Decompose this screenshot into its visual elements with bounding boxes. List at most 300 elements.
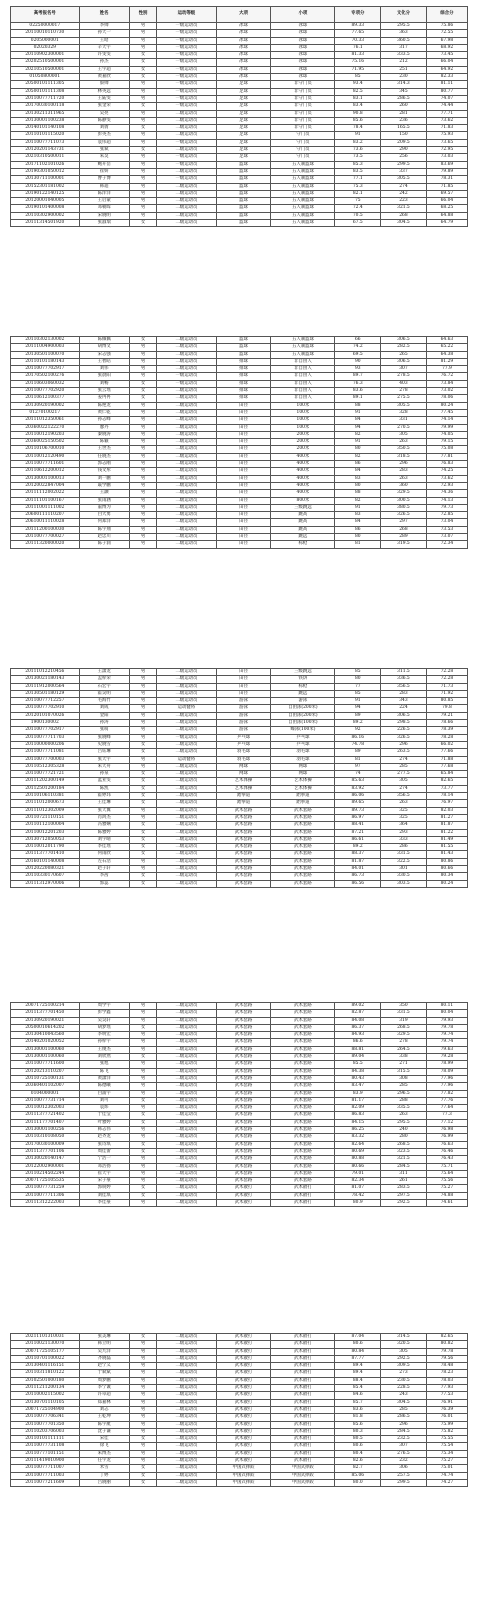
table-row [11,1436,468,1443]
table-cell: 宋佳 [79,1436,129,1443]
table-cell: 男 [129,1450,156,1457]
table-row [11,1192,468,1199]
table-row [11,1450,468,1457]
table-cell: 五人制篮球 [271,212,335,219]
table-row [11,88,468,95]
table-row [11,1039,468,1046]
table-cell: 男 [129,705,156,712]
table-cell: 80 [335,446,381,453]
table-cell: 67.5 [335,220,381,227]
table-row [11,81,468,88]
table-cell: 二级运动员 [157,771,216,778]
table-cell: 二级运动员 [157,409,216,416]
table-cell: 02250000017 [11,23,80,30]
table-cell: 78.23 [426,1370,467,1377]
table-cell: 76.99 [426,1134,467,1141]
table-row [11,785,468,792]
table-cell: 80.0 [335,1479,381,1486]
table-cell: 冰球 [216,23,271,30]
table-cell: 冰球 [271,66,335,73]
table-cell: 武术套路 [216,1112,271,1119]
table-cell: 380.5 [381,504,427,511]
table-cell: 20112501200184 [11,785,80,792]
table-cell: 88.81 [335,1046,381,1053]
table-row [11,880,468,887]
column-header: 高考报名号 [11,7,80,23]
table-cell: 男 [129,358,156,365]
table-cell: 299.5 [381,1479,427,1486]
table-cell: 男 [129,858,156,865]
table-cell: 男 [129,117,156,124]
table-cell: 20110512305328 [11,763,80,770]
table-cell: 77.81 [426,453,467,460]
table-cell: 田径 [216,431,271,438]
table-cell: 二级运动员 [157,793,216,800]
table-cell: 20111314501920 [11,220,80,227]
table-cell: 一级运动员 [157,52,216,59]
table-cell: 325 [381,814,427,821]
table-cell: 20110612200012 [11,468,80,475]
table-cell: 69.57 [426,190,467,197]
table-cell: 20110000000206 [11,741,80,748]
table-cell: 306.5 [381,712,427,719]
table-cell: 陈德曦 [79,1083,129,1090]
table-cell: 82 [335,453,381,460]
table-cell: 83.6 [335,388,381,395]
table-cell: 守门员 [271,154,335,161]
table-cell: 二级运动员 [157,1105,216,1112]
table-cell: 79.89 [426,168,467,175]
table-row [11,1363,468,1370]
table-cell: 20610011110028 [11,519,80,526]
table-cell: 张淑瑞 [79,220,129,227]
table-cell: 20110777101151 [11,1450,80,1457]
table-row [11,1178,468,1185]
table-cell: 徐飞 [79,1443,129,1450]
table-cell: 400米 [271,468,335,475]
table-cell: 88.4 [335,1377,381,1384]
table-cell: 白大勇 [79,512,129,519]
table-cell: 二级运动员 [157,504,216,511]
table-cell: 二级运动员 [157,1163,216,1170]
table-cell: 二级运动员 [157,1010,216,1017]
table-cell: 75.71 [426,1163,467,1170]
table-cell: 男 [129,1075,156,1082]
table-cell: 71.85 [426,183,467,190]
table-cell: 武术套路 [216,807,271,814]
table-cell: 田径 [216,669,271,676]
table-cell: 283 [381,468,427,475]
table-cell: 20111377721402 [11,1112,80,1119]
table-cell: 89.33 [335,23,381,30]
table-cell: 男 [129,366,156,373]
table-cell: 武术散打 [216,1458,271,1465]
table-row [11,705,468,712]
table-cell: 武术套路 [271,1090,335,1097]
table-cell: 20110106110381 [11,793,80,800]
table-cell: 任宇龙 [79,1458,129,1465]
table-cell: 84.6 [335,1392,381,1399]
table-cell: 冰球 [216,52,271,59]
table-cell: 232 [381,1458,427,1465]
table-cell: 329.5 [381,490,427,497]
table-cell: 董博为 [79,504,129,511]
table-cell: 郑嘉林 [79,1399,129,1406]
table-cell: 武术散打 [216,1348,271,1355]
table-cell: 75.64 [426,1170,467,1177]
table-cell: 20110214502244 [11,1170,80,1177]
table-row [11,690,468,697]
table-cell: 武术散打 [216,1428,271,1435]
table-row [11,526,468,533]
table-cell: 女 [129,74,156,81]
table-cell: 网球 [271,763,335,770]
table-cell: 72.4 [335,205,381,212]
table-cell: 男 [129,866,156,873]
table-cell: 女 [129,1112,156,1119]
table-cell: 张雨涵 [79,497,129,504]
table-cell: 350 [381,1003,427,1010]
table-cell: 冰球 [271,59,335,66]
table-cell: 73.84 [426,380,467,387]
table-cell: 224 [381,705,427,712]
table-cell: 刘畅 [79,380,129,387]
table-cell: 20170030100009 [11,1141,80,1148]
table-cell: 74.13 [426,497,467,504]
table-cell: 羽毛球 [216,749,271,756]
table-cell: 81.87 [426,822,467,829]
table-cell: 20111377701450 [11,1010,80,1017]
table-cell: 20111312970006 [11,880,80,887]
table-cell: 武术套路 [271,1141,335,1148]
table-cell: 男 [129,88,156,95]
table-cell: 男 [129,504,156,511]
table-cell: 二级运动员 [157,512,216,519]
table-cell: 01050800001 [11,74,80,81]
table-cell: 黄仁乾 [79,409,129,416]
table-cell: 400米 [271,461,335,468]
table-cell: 左石浩 [79,858,129,865]
table-cell: 武术散打 [271,1363,335,1370]
table-cell: 男 [129,676,156,683]
table-cell: 武术套路 [271,1170,335,1177]
table-cell: 75.08 [426,446,467,453]
table-cell: 武术套路 [271,807,335,814]
table-cell: 20110012201203 [11,829,80,836]
table-cell: 75.16 [335,59,381,66]
table-cell: 100米 [271,409,335,416]
table-cell: 76.91 [426,1399,467,1406]
table-cell: 自由泳(200米) [271,712,335,719]
table-cell: 283.5 [381,1185,427,1192]
table-cell: 87.21 [335,829,381,836]
table-cell: 女 [129,836,156,843]
table-cell: 73.03 [426,154,467,161]
table-cell: 286 [381,844,427,851]
table-cell: 84.93 [335,1032,381,1039]
table-cell: 冰球 [271,30,335,37]
table-cell: 守门员 [271,147,335,154]
table-row [11,1399,468,1406]
table-cell: 403 [381,380,427,387]
table-cell: 228.5 [381,1385,427,1392]
table-cell: 86.83 [335,1112,381,1119]
table-cell: 武术套路 [216,880,271,887]
table-cell: 400米 [271,475,335,482]
table-cell: 武术套路 [216,1083,271,1090]
table-cell: 武术散打 [216,1192,271,1199]
table-cell: 77 [335,683,381,690]
table-cell: 何郑洋 [79,519,129,526]
table-cell: 田径 [216,446,271,453]
table-cell: 20130211311965 [11,110,80,117]
table-cell: 陈子润 [79,541,129,548]
table-cell: 400米 [271,453,335,460]
table-cell: 80.34 [426,873,467,880]
column-header: 综合分 [426,7,467,23]
table-cell: 311 [381,1170,427,1177]
table-cell: 男 [129,1458,156,1465]
table-cell: 一级运动员 [157,44,216,51]
table-row [11,431,468,438]
table-cell: 91 [335,439,381,446]
table-cell: 二级运动员 [157,778,216,785]
table-cell: 武术散打 [271,1185,335,1192]
table-cell: 武术散打 [271,1414,335,1421]
table-row [11,720,468,727]
table-cell: 100米 [271,424,335,431]
table-cell: 武术套路 [216,1156,271,1163]
table-cell: 女 [129,1479,156,1486]
table-cell: 男 [129,344,156,351]
table-cell: 261 [381,1178,427,1185]
table-cell: 二级运动员 [157,1090,216,1097]
table-cell: 82.87 [335,1010,381,1017]
table-cell: 84 [335,468,381,475]
table-cell: 79.21 [426,712,467,719]
table-cell: 80.77 [426,88,467,95]
table-cell: 20110077712257 [11,698,80,705]
table-cell: 85.06 [335,1472,381,1479]
table-cell: 王潇龙 [79,669,129,676]
table-cell: 篮球 [216,190,271,197]
table-cell: 263 [381,800,427,807]
table-cell: 二级运动员 [157,526,216,533]
table-cell: 82.7 [335,1465,381,1472]
table-cell: 92 [335,727,381,734]
table-cell: 二级运动员 [157,395,216,402]
table-cell: 武术散打 [271,1406,335,1413]
table-cell: 74.07 [426,95,467,102]
table-cell: 20110012190203 [11,431,80,438]
table-cell: 武术套路 [216,1170,271,1177]
table-cell: 65.84 [426,771,467,778]
table-cell: 330.5 [381,873,427,880]
table-cell: 一级运动员 [157,161,216,168]
table-cell: 米雪 [79,1465,129,1472]
table-cell: 83.2 [335,139,381,146]
table-cell: 278 [381,388,427,395]
table-cell: 武术套路 [271,822,335,829]
table-cell: 武术套路 [216,1032,271,1039]
table-cell: 武术套路 [271,1046,335,1053]
table-cell: 20111101100167 [11,497,80,504]
table-cell: 武术套路 [216,851,271,858]
table-cell: 74.36 [426,490,467,497]
table-cell: 20071725105535 [11,1178,80,1185]
table-cell: 叶雅婷 [79,1119,129,1126]
table-cell: 356.5 [381,683,427,690]
table-cell: 篮球 [216,161,271,168]
table-cell: 20130401116151 [11,1363,80,1370]
table-cell: 女 [129,380,156,387]
table-cell: 田径 [216,417,271,424]
table-cell: 20360401102007 [11,1083,80,1090]
table-cell: 78.14 [426,793,467,800]
table-cell: 女 [129,59,156,66]
table-row [11,851,468,858]
table-cell: 篮球 [216,205,271,212]
table-cell: 二级运动员 [157,822,216,829]
table-cell: 武术套路 [271,1163,335,1170]
column-header: 运动等级 [157,7,216,23]
table-cell: 一级运动员 [157,74,216,81]
table-cell: 79.01 [335,1170,381,1177]
table-cell: 武术散打 [271,1399,335,1406]
table-cell: 武术套路 [216,1148,271,1155]
table-cell: 20140101140108 [11,125,80,132]
table-cell: 武术套路 [271,1148,335,1155]
table-row [11,154,468,161]
table-cell: 跆拳道 [271,800,335,807]
table-cell: 20171102101026 [11,161,80,168]
table-cell: 钱文彤 [79,468,129,475]
table-cell: 20110077702910 [11,705,80,712]
table-cell: 武术散打 [216,1399,271,1406]
table-cell: 20111419010900 [11,1458,80,1465]
table-cell: 陈静雯 [79,117,129,124]
table-row [11,763,468,770]
table-cell: 271 [381,1061,427,1068]
table-cell: 男 [129,154,156,161]
table-cell: 78.39 [426,727,467,734]
table-cell: 64.92 [426,66,467,73]
table-cell: 游泳 [216,712,271,719]
table-cell: 网球 [216,771,271,778]
table-cell: 285 [381,763,427,770]
table-cell: 武术套路 [216,1075,271,1082]
table-cell: 20111202300149 [11,778,80,785]
table-row [11,727,468,734]
table-row [11,858,468,865]
table-cell: 20111012350061 [11,417,80,424]
table-cell: 女 [129,337,156,344]
table-cell: 82 [335,497,381,504]
table-row [11,1127,468,1134]
table-row [11,183,468,190]
table-cell: 孙泉 [79,771,129,778]
table-row [11,519,468,526]
table-cell: 82.5 [335,88,381,95]
table-row [11,1185,468,1192]
table-cell: 76.43 [426,1156,467,1163]
table-cell: 男 [129,763,156,770]
table-cell: 20111112002022 [11,490,80,497]
table-cell: 武术套路 [216,1163,271,1170]
table-cell: 男 [129,727,156,734]
table-cell: 女 [129,880,156,887]
table-cell: 100米 [271,402,335,409]
table-cell: 306 [381,1465,427,1472]
table-cell: 86.06 [335,793,381,800]
table-cell: 77.66 [426,749,467,756]
table-cell: 篮球 [216,212,271,219]
table-cell: 75.01 [426,1465,467,1472]
table-cell: 王陆雯 [79,95,129,102]
table-cell: 武术套路 [216,873,271,880]
table-cell: 89.4 [335,1363,381,1370]
table-row [11,117,468,124]
table-cell: 307 [381,1443,427,1450]
table-cell: 武术散打 [271,1355,335,1362]
table-row [11,749,468,756]
table-page-2 [10,336,468,549]
table-cell: 刘伟 [79,366,129,373]
table-cell: 史晓雪 [79,741,129,748]
table-cell: 二级运动员 [157,417,216,424]
table-cell: 81.07 [335,1185,381,1192]
table-cell: 跳高 [271,526,335,533]
table-cell: 75.34 [426,1450,467,1457]
table-cell: 二级运动员 [157,676,216,683]
table-cell: 男 [129,44,156,51]
table-cell: 20130001100060 [11,1054,80,1061]
table-cell: 72.95 [426,147,467,154]
table-cell: 299.5 [381,161,427,168]
table-cell: 男 [129,1163,156,1170]
table-cell: 田径 [216,461,271,468]
table-row [11,1377,468,1384]
table-row [11,771,468,778]
table-cell: 李宁诚 [79,1385,129,1392]
table-cell: 刘一鹏 [79,475,129,482]
table-cell: 71.92 [426,690,467,697]
table-row [11,676,468,683]
column-header: 姓名 [79,7,129,23]
table-cell: 297 [381,519,427,526]
table-cell: 20130501100070 [11,351,80,358]
table-cell: 20500101111305 [11,81,80,88]
table-cell: 20111177701407 [11,1119,80,1126]
table-cell: 84.08 [335,1017,381,1024]
table-row [11,161,468,168]
table-cell: 78.09 [426,1068,467,1075]
table-cell: 80.6 [335,1443,381,1450]
table-cell: 男 [129,95,156,102]
table-cell: 77.82 [426,1090,467,1097]
table-cell: 丁婷 [79,1472,129,1479]
table-cell: 278 [381,1039,427,1046]
table-cell: 82.03 [426,807,467,814]
table-cell: 75.27 [426,1458,467,1465]
table-cell: 86 [335,461,381,468]
table-cell: 游泳 [216,720,271,727]
table-cell: 乒乓球 [216,734,271,741]
table-cell: 317 [381,44,427,51]
table-cell: 二级运动员 [157,1392,216,1399]
table-cell: 王灏 [79,490,129,497]
table-cell: 女 [129,741,156,748]
